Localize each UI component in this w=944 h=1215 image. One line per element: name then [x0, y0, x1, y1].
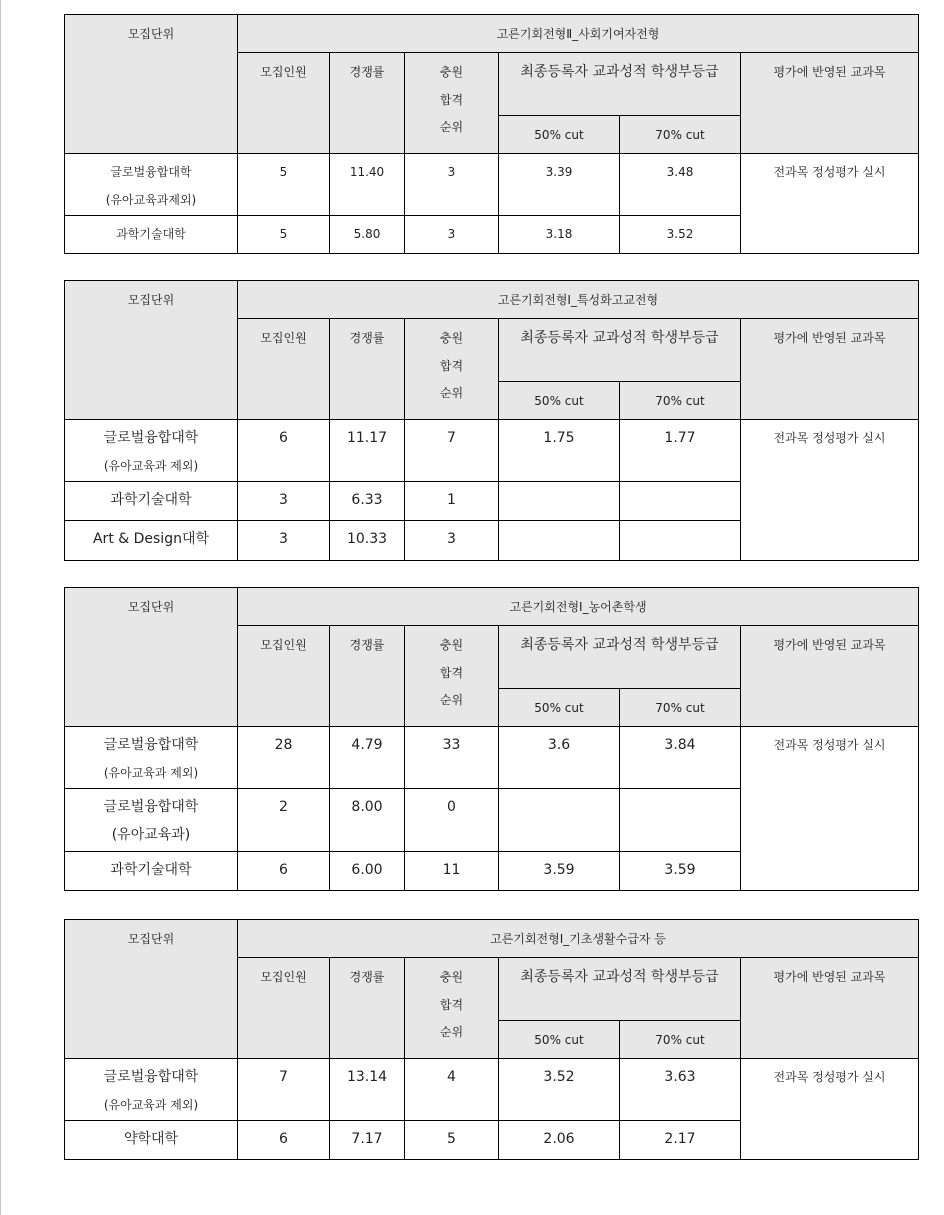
competition-cell — [330, 420, 405, 482]
cut50-header — [499, 382, 620, 420]
recruit-cell — [238, 521, 330, 561]
rank-header — [405, 53, 499, 154]
cut70-value — [620, 521, 740, 530]
subjects-header — [741, 53, 919, 154]
rank-header-word: 합격 — [439, 92, 464, 107]
rank-cell — [405, 789, 499, 852]
grade-header — [499, 958, 741, 1021]
grade-header — [499, 53, 741, 116]
recruit-cell — [238, 852, 330, 891]
unit-note: (유아교육과 제외) — [103, 1098, 199, 1112]
competition-cell — [330, 1059, 405, 1121]
recruit-header — [238, 626, 330, 727]
result-table — [64, 587, 919, 891]
competition-value: 4.79 — [351, 737, 383, 753]
rank-header — [405, 626, 499, 727]
competition-cell — [330, 154, 405, 216]
result-table — [64, 280, 919, 561]
recruit-cell — [238, 727, 330, 789]
cut70-cell — [620, 1059, 741, 1121]
cut70-cell — [620, 216, 741, 254]
admission-type-title — [238, 15, 919, 53]
unit-cell — [65, 789, 238, 852]
cut70-value: 3.59 — [664, 862, 696, 878]
rank-cell — [405, 420, 499, 482]
unit-header-label: 모집단위 — [127, 600, 175, 614]
rank-cell — [405, 482, 499, 521]
rank-header-word: 순위 — [439, 1025, 464, 1039]
cut50-cell — [499, 521, 620, 561]
recruit-cell — [238, 1059, 330, 1121]
unit-note: (유아교육과) — [111, 827, 191, 843]
unit-name: Art & Design대학 — [92, 531, 210, 547]
unit-cell — [65, 1121, 238, 1160]
unit-name: 글로벌융합대학 — [103, 1069, 199, 1085]
rank-header — [405, 958, 499, 1059]
cut50-header — [499, 1021, 620, 1059]
recruit-value: 3 — [279, 492, 288, 508]
rank-header-word: 순위 — [439, 386, 464, 400]
unit-cell — [65, 482, 238, 521]
admission-type-title-label: 고른기회전형Ⅰ_기초생활수급자 등 — [490, 932, 666, 946]
cut50-value — [499, 521, 619, 530]
rank-cell — [405, 521, 499, 561]
competition-value: 7.17 — [351, 1131, 383, 1147]
unit-cell — [65, 216, 238, 254]
unit-header-label: 모집단위 — [127, 27, 175, 41]
rank-header-label — [405, 53, 498, 142]
recruit-value: 6 — [279, 430, 288, 446]
subjects-cell — [741, 420, 919, 561]
cut70-value: 3.52 — [666, 227, 694, 241]
rank-cell — [405, 1059, 499, 1121]
rank-value: 1 — [447, 492, 456, 508]
cut50-value: 2.06 — [543, 1131, 575, 1147]
cut70-cell — [620, 521, 741, 561]
table-row — [65, 1059, 919, 1121]
cut70-value: 3.63 — [664, 1069, 696, 1085]
subjects-value: 전과목 정성평가 실시 — [773, 738, 886, 752]
competition-cell — [330, 789, 405, 852]
unit-name: 글로벌융합대학 — [103, 737, 199, 753]
cut50-value: 3.6 — [547, 737, 571, 753]
unit-header-label: 모집단위 — [127, 932, 175, 946]
subjects-cell — [741, 1059, 919, 1160]
recruit-cell — [238, 482, 330, 521]
grade-header-label: 최종등록자 교과성적 학생부등급 — [520, 64, 719, 80]
rank-value: 3 — [447, 531, 456, 547]
table-row — [65, 727, 919, 789]
recruit-cell — [238, 789, 330, 852]
competition-header-label: 경쟁률 — [349, 65, 385, 79]
grade-header-label: 최종등록자 교과성적 학생부등급 — [520, 330, 719, 346]
recruit-header — [238, 53, 330, 154]
header-row — [65, 281, 919, 319]
competition-cell — [330, 727, 405, 789]
cut50-cell — [499, 852, 620, 891]
competition-value: 11.40 — [349, 165, 385, 179]
cut70-header-label: 70% cut — [655, 1033, 705, 1047]
recruit-header — [238, 319, 330, 420]
rank-header-word: 합격 — [439, 358, 464, 373]
table-row — [65, 154, 919, 216]
rank-header-word: 충원 — [439, 331, 464, 345]
rank-value: 7 — [447, 430, 456, 446]
unit-cell — [65, 1059, 238, 1121]
cut50-cell — [499, 216, 620, 254]
subjects-header-label: 평가에 반영된 교과목 — [773, 970, 886, 984]
cut70-header — [620, 382, 741, 420]
competition-value: 11.17 — [346, 430, 388, 446]
unit-name: 글로벌융합대학 — [110, 165, 192, 179]
recruit-header-label: 모집인원 — [260, 970, 307, 984]
grade-header — [499, 626, 741, 689]
rank-header-word: 순위 — [439, 693, 464, 707]
rank-header-word: 합격 — [439, 665, 464, 680]
recruit-cell — [238, 420, 330, 482]
subjects-cell — [741, 727, 919, 891]
unit-header — [65, 281, 238, 420]
recruit-cell — [238, 216, 330, 254]
competition-value: 6.33 — [351, 492, 383, 508]
cut70-cell — [620, 727, 741, 789]
header-row — [65, 920, 919, 958]
admission-type-title-label: 고른기회전형Ⅰ_특성화고교전형 — [497, 293, 659, 307]
rank-cell — [405, 216, 499, 254]
subjects-value: 전과목 정성평가 실시 — [773, 431, 886, 445]
admission-type-title-label: 고른기회전형Ⅰ_농어촌학생 — [509, 600, 647, 614]
recruit-header-label: 모집인원 — [260, 638, 307, 652]
competition-cell — [330, 852, 405, 891]
page-left-border — [0, 0, 1, 1215]
rank-header-label — [405, 319, 498, 408]
cut70-header — [620, 116, 741, 154]
rank-header-word: 충원 — [439, 970, 464, 984]
recruit-value: 5 — [279, 165, 288, 179]
unit-name: 과학기술대학 — [110, 862, 192, 878]
competition-value: 8.00 — [351, 799, 383, 815]
grade-header — [499, 319, 741, 382]
cut50-value: 3.39 — [545, 165, 573, 179]
unit-cell — [65, 521, 238, 561]
cut70-cell — [620, 482, 741, 521]
unit-header-label: 모집단위 — [127, 293, 175, 307]
rank-header-word: 순위 — [439, 120, 464, 134]
unit-header — [65, 920, 238, 1059]
cut70-cell — [620, 1121, 741, 1160]
header-row — [65, 588, 919, 626]
subjects-header-label: 평가에 반영된 교과목 — [773, 65, 886, 79]
grade-header-label: 최종등록자 교과성적 학생부등급 — [520, 969, 719, 985]
unit-name: 글로벌융합대학 — [103, 799, 199, 815]
competition-cell — [330, 482, 405, 521]
rank-header-word: 충원 — [439, 65, 464, 79]
cut50-header — [499, 689, 620, 727]
cut50-header — [499, 116, 620, 154]
cut70-value: 2.17 — [664, 1131, 696, 1147]
unit-cell — [65, 420, 238, 482]
competition-cell — [330, 521, 405, 561]
recruit-value: 6 — [279, 1131, 288, 1147]
recruit-cell — [238, 154, 330, 216]
competition-header-label: 경쟁률 — [349, 638, 385, 652]
admission-type-title-label: 고른기회전형Ⅱ_사회기여자전형 — [496, 27, 660, 41]
cut70-header-label: 70% cut — [655, 128, 705, 142]
competition-header-label: 경쟁률 — [349, 970, 385, 984]
rank-value: 0 — [447, 799, 456, 815]
unit-name: 약학대학 — [123, 1131, 179, 1147]
unit-note: (유아교육과 제외) — [103, 766, 199, 780]
unit-cell — [65, 852, 238, 891]
unit-header — [65, 15, 238, 154]
cut50-cell — [499, 727, 620, 789]
cut70-value: 3.84 — [664, 737, 696, 753]
rank-header-label — [405, 958, 498, 1047]
unit-name: 글로벌융합대학 — [103, 430, 199, 446]
cut50-value: 3.52 — [543, 1069, 575, 1085]
rank-header-word: 합격 — [439, 997, 464, 1012]
cut70-cell — [620, 789, 741, 852]
competition-header — [330, 626, 405, 727]
cut50-cell — [499, 420, 620, 482]
unit-name: 과학기술대학 — [116, 227, 186, 241]
grade-header-label: 최종등록자 교과성적 학생부등급 — [520, 637, 719, 653]
rank-cell — [405, 154, 499, 216]
cut70-header-label: 70% cut — [655, 394, 705, 408]
subjects-header — [741, 319, 919, 420]
rank-header-label — [405, 626, 498, 715]
subjects-header — [741, 626, 919, 727]
rank-value: 33 — [442, 737, 461, 753]
recruit-cell — [238, 1121, 330, 1160]
cut70-value: 1.77 — [664, 430, 696, 446]
subjects-cell — [741, 154, 919, 254]
cut50-value — [499, 789, 619, 798]
cut50-cell — [499, 482, 620, 521]
admission-type-title — [238, 588, 919, 626]
subjects-header-label: 평가에 반영된 교과목 — [773, 638, 886, 652]
cut50-cell — [499, 1059, 620, 1121]
recruit-value: 5 — [279, 227, 288, 241]
cut70-value: 3.48 — [666, 165, 694, 179]
competition-cell — [330, 216, 405, 254]
result-table — [64, 919, 919, 1160]
recruit-value: 3 — [279, 531, 288, 547]
rank-value: 3 — [447, 165, 456, 179]
unit-name: 과학기술대학 — [110, 492, 192, 508]
competition-cell — [330, 1121, 405, 1160]
cut50-cell — [499, 154, 620, 216]
competition-value: 10.33 — [346, 531, 388, 547]
rank-value: 5 — [447, 1131, 456, 1147]
result-table — [64, 14, 919, 254]
cut50-cell — [499, 789, 620, 852]
rank-cell — [405, 727, 499, 789]
unit-note: (유아교육과 제외) — [103, 459, 199, 473]
cut70-value — [620, 482, 740, 491]
subjects-header-label: 평가에 반영된 교과목 — [773, 331, 886, 345]
cut50-value: 3.59 — [543, 862, 575, 878]
cut50-cell — [499, 1121, 620, 1160]
cut70-header — [620, 689, 741, 727]
recruit-value: 28 — [274, 737, 293, 753]
subjects-header — [741, 958, 919, 1059]
competition-header — [330, 53, 405, 154]
cut70-cell — [620, 420, 741, 482]
unit-cell — [65, 727, 238, 789]
recruit-header — [238, 958, 330, 1059]
unit-cell — [65, 154, 238, 216]
competition-value: 5.80 — [353, 227, 381, 241]
table-row — [65, 420, 919, 482]
header-row — [65, 15, 919, 53]
cut50-value: 1.75 — [543, 430, 575, 446]
admission-type-title — [238, 281, 919, 319]
recruit-header-label: 모집인원 — [260, 65, 307, 79]
subjects-value: 전과목 정성평가 실시 — [773, 1070, 886, 1084]
rank-value: 3 — [447, 227, 456, 241]
cut50-value: 3.18 — [545, 227, 573, 241]
cut50-header-label: 50% cut — [534, 701, 584, 715]
cut50-header-label: 50% cut — [534, 1033, 584, 1047]
competition-header — [330, 958, 405, 1059]
competition-value: 6.00 — [351, 862, 383, 878]
competition-header-label: 경쟁률 — [349, 331, 385, 345]
cut70-header — [620, 1021, 741, 1059]
recruit-value: 2 — [279, 799, 288, 815]
cut70-value — [620, 789, 740, 798]
competition-value: 13.14 — [346, 1069, 388, 1085]
recruit-value: 7 — [279, 1069, 288, 1085]
cut50-value — [499, 482, 619, 491]
cut70-cell — [620, 852, 741, 891]
rank-value: 4 — [447, 1069, 456, 1085]
recruit-header-label: 모집인원 — [260, 331, 307, 345]
rank-value: 11 — [442, 862, 461, 878]
unit-note: (유아교육과제외) — [105, 193, 197, 207]
competition-header — [330, 319, 405, 420]
cut70-header-label: 70% cut — [655, 701, 705, 715]
rank-cell — [405, 1121, 499, 1160]
subjects-value: 전과목 정성평가 실시 — [773, 165, 886, 179]
rank-header-word: 충원 — [439, 638, 464, 652]
rank-cell — [405, 852, 499, 891]
cut70-cell — [620, 154, 741, 216]
cut50-header-label: 50% cut — [534, 128, 584, 142]
recruit-value: 6 — [279, 862, 288, 878]
cut50-header-label: 50% cut — [534, 394, 584, 408]
admission-type-title — [238, 920, 919, 958]
unit-header — [65, 588, 238, 727]
rank-header — [405, 319, 499, 420]
